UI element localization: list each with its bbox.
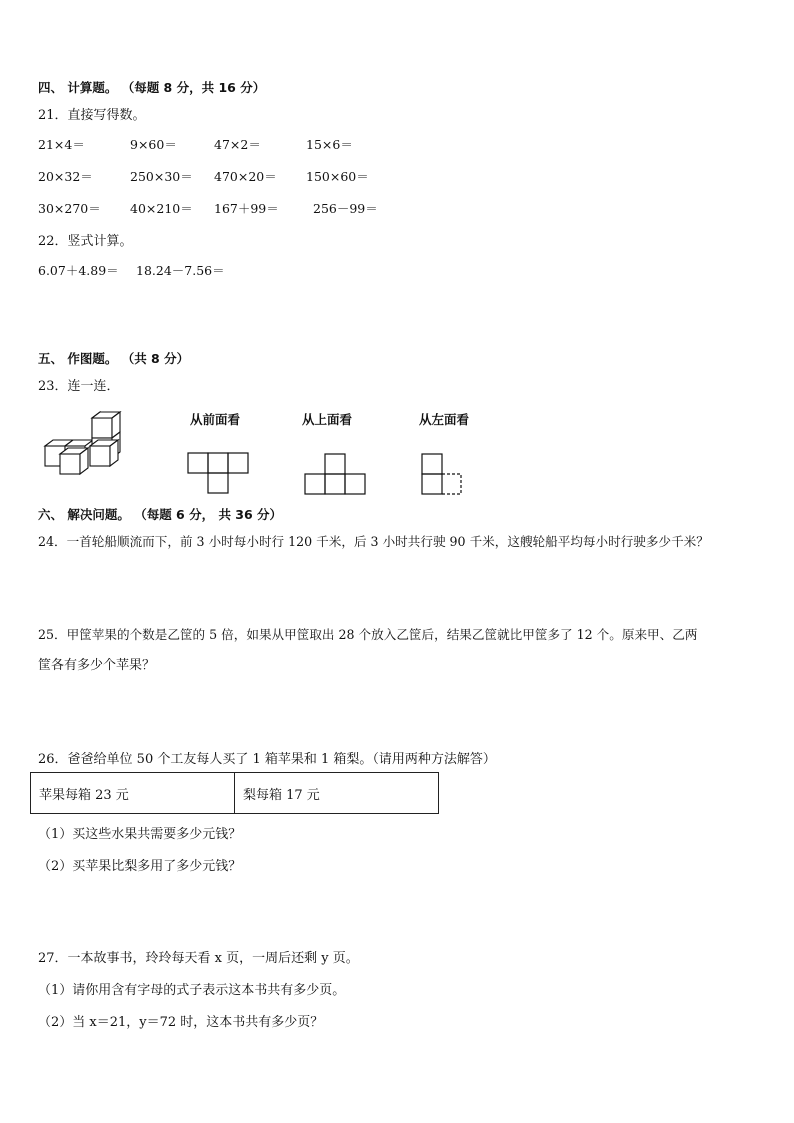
section-5-title: 五、 作图题。 （共 8 分） [38,351,190,366]
view-shape-front [187,452,251,496]
cube-stack-figure [40,408,132,476]
table-cell-pear-price: 梨每箱 17 元 [243,787,320,803]
q24-text: 24．一首轮船顺流而下，前 3 小时每小时行 120 千米，后 3 小时共行驶 90 千米，这艘轮船平均每小时行驶多少千米？ [38,534,709,549]
q25-text-line1: 25．甲筐苹果的个数是乙筐的 5 倍，如果从甲筐取出 28 个放入乙筐后，结果乙筐就比甲筐多了 12 个。原来甲、乙两 [38,627,698,642]
q23-prompt: 23．连一连． [38,379,120,394]
view-label-left: 从左面看 [419,412,470,427]
q26-sub1: （1）买这些水果共需要多少元钱？ [38,827,242,842]
q21-item: 470×20＝ [214,169,277,184]
q21-item: 30×270＝ [38,201,101,216]
q26-price-table [30,772,439,814]
q26-prompt: 26．爸爸给单位 50 个工友每人买了 1 箱苹果和 1 箱梨。（请用两种方法解答） [38,752,496,767]
table-cell-apple-price: 苹果每箱 23 元 [31,773,235,813]
q21-item: 150×60＝ [306,169,369,184]
q21-item: 20×32＝ [38,169,93,184]
q22-item: 6.07＋4.89＝ [38,263,119,278]
q22-item: 18.24－7.56＝ [136,263,225,278]
q21-item: 9×60＝ [130,137,177,152]
q27-sub2: （2）当 x＝21，y＝72 时，这本书共有多少页？ [38,1015,324,1030]
q21-item: 47×2＝ [214,137,261,152]
view-label-front: 从前面看 [190,412,241,427]
q22-prompt: 22．竖式计算。 [38,234,133,249]
q21-item: 250×30＝ [130,169,193,184]
q27-sub1: （1）请你用含有字母的式子表示这本书共有多少页。 [38,983,346,998]
section-6-title: 六、 解决问题。 （每题 6 分， 共 36 分） [38,507,283,522]
q21-prompt: 21．直接写得数。 [38,108,146,123]
q21-item: 40×210＝ [130,201,193,216]
view-label-top: 从上面看 [302,412,353,427]
q27-prompt: 27．一本故事书，玲玲每天看 x 页，一周后还剩 y 页。 [38,951,359,966]
q26-sub2: （2）买苹果比梨多用了多少元钱？ [38,859,242,874]
q21-item: 167＋99＝ [214,201,279,216]
q21-item: 15×6＝ [306,137,353,152]
view-shape-left [421,453,465,497]
q25-text-line2: 筐各有多少个苹果？ [38,658,156,673]
q21-item: 256－99＝ [313,201,378,216]
view-shape-top [304,453,368,497]
q21-item: 21×4＝ [38,137,85,152]
section-4-title: 四、 计算题。 （每题 8 分，共 16 分） [38,80,266,95]
